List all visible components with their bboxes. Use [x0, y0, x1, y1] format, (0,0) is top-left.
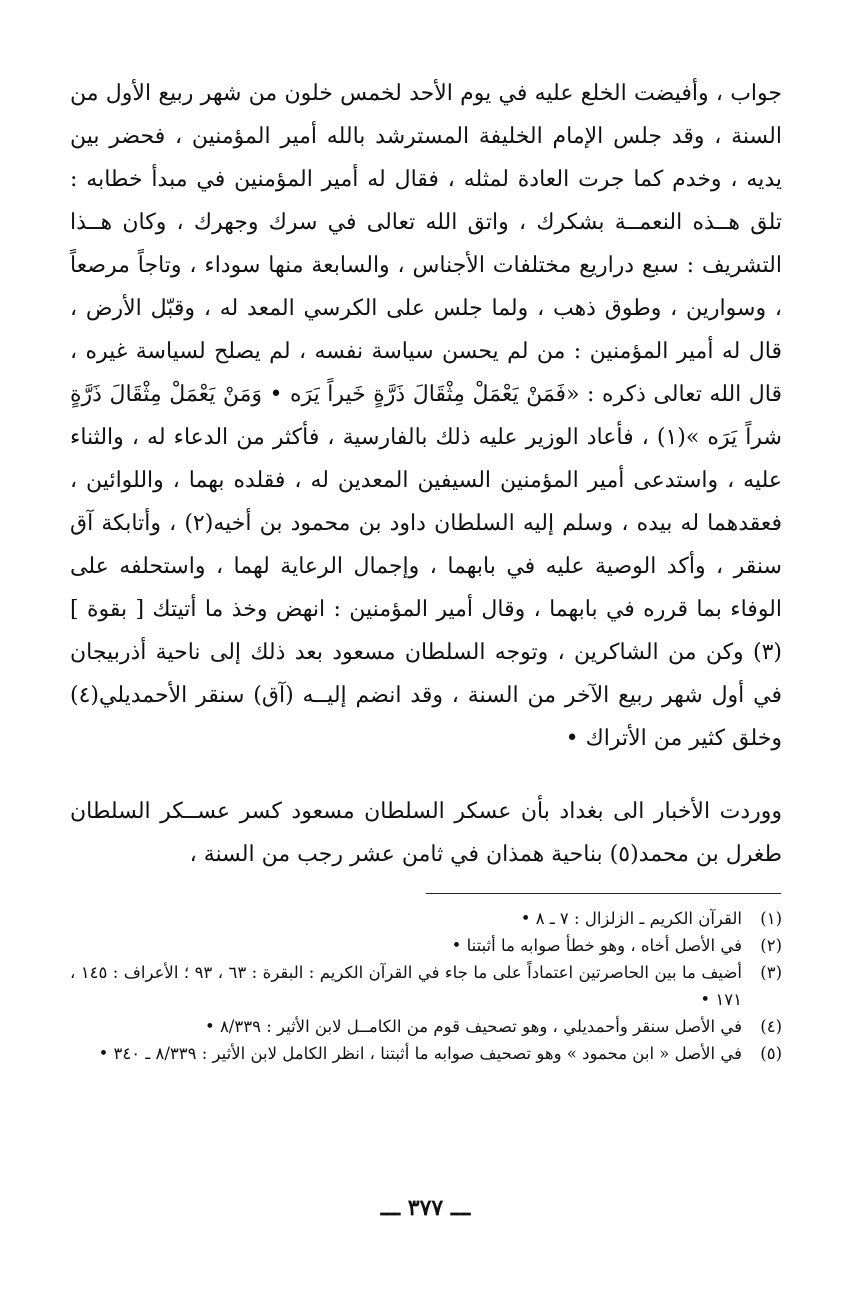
footnote-item — [70, 959, 782, 1013]
footnote-item — [70, 1040, 782, 1067]
footnote-item — [70, 905, 782, 932]
main-text — [70, 72, 782, 876]
footnote-number: (٤) — [760, 1017, 782, 1036]
footnote-text: في الأصل « ابن محمود » وهو تصحيف صوابه ما أثبتنا ، انظر الكامل لابن الأثير : ٨/٣٣٩ ـ ٣٤٠ • — [98, 1044, 742, 1063]
footnote-number: (٣) — [760, 963, 782, 982]
footnote-item — [70, 1013, 782, 1040]
footnote-text: القرآن الكريم ـ الزلزال : ٧ ـ ٨ • — [520, 909, 742, 928]
footnote-number: (١) — [760, 909, 782, 928]
footnotes — [70, 905, 782, 1067]
footnote-text: أضيف ما بين الحاصرتين اعتماداً على ما جاء في القرآن الكريم : البقرة : ٦٣ ، ٩٣ ؛ الأعراف : ١٤٥ ، ١٧١ • — [70, 963, 742, 1009]
footnote-text: في الأصل أخاه ، وهو خطأ صوابه ما أثبتنا • — [451, 936, 742, 955]
footnote-number: (٥) — [760, 1044, 782, 1063]
paragraph-1: جواب ، وأفيضت الخلع عليه في يوم الأحد لخمس خلون من شهر ربيع الأول من السنة ، وقد جلس الإمام الخليفة المسترشد بالله أمير المؤمنين ، فحضر بين يديه ، وخدم كما جرت العادة لمثله ، فقال له أمير المؤمنين في مبدأ خطابه : تلق هــذه النعمــة بشكرك ، واتق الله تعالى في سرك وجهرك ، وكان هــذا التشريف : سبع دراريع مختلفات الأجناس ، والسابعة منها سوداء ، وتاجاً مرصعاً ، وسوارين ، وطوق ذهب ، ولما جلس على الكرسي المعد له ، وقبّل الأرض ، قال له أمير المؤمنين : من لم يحسن سياسة نفسه ، لم يصلح لسياسة غيره ، قال الله تعالى ذكره : «فَمَنْ يَعْمَلْ مِثْقَالَ ذَرَّةٍ خَيراً يَرَه • وَمَنْ يَعْمَلْ مِثْقَالَ ذَرَّةٍ شراً يَرَه »(١) ، فأعاد الوزير عليه ذلك بالفارسية ، فأكثر من الدعاء له ، والثناء عليه ، واستدعى أمير المؤمنين السيفين المعدين له ، فقلده بهما ، واللوائين ، فعقدهما له بيده ، وسلم إليه السلطان داود بن محمود بن أخيه(٢) ، وأتابكة آق سنقر ، وأكد الوصية عليه في بابهما ، وإجمال الرعاية لهما ، واستحلفه على الوفاء بما قرره في بابهما ، وقال أمير المؤمنين : انهض وخذ ما أتيتك [ بقوة ](٣) وكن من الشاكرين ، وتوجه السلطان مسعود بعد ذلك إلى ناحية أذربيجان في أول شهر ربيع الآخر من السنة ، وقد انضم إليــه (آق) سنقر الأحمديلي(٤) وخلق كثير من الأتراك • — [70, 81, 782, 751]
paragraph-2: ووردت الأخبار الى بغداد بأن عسكر السلطان مسعود كسر عســكر السلطان طغرل بن محمد(٥) بناحية همذان في ثامن عشر رجب من السنة ، — [70, 799, 782, 867]
footnote-number: (٢) — [760, 936, 782, 955]
footnote-text: في الأصل سنقر وأحمديلي ، وهو تصحيف قوم من الكامــل لابن الأثير : ٨/٣٣٩ • — [204, 1017, 742, 1036]
footnote-item — [70, 932, 782, 959]
footnote-divider — [426, 893, 781, 894]
page-number: ـــ ٣٧٧ ـــ — [380, 1195, 471, 1221]
